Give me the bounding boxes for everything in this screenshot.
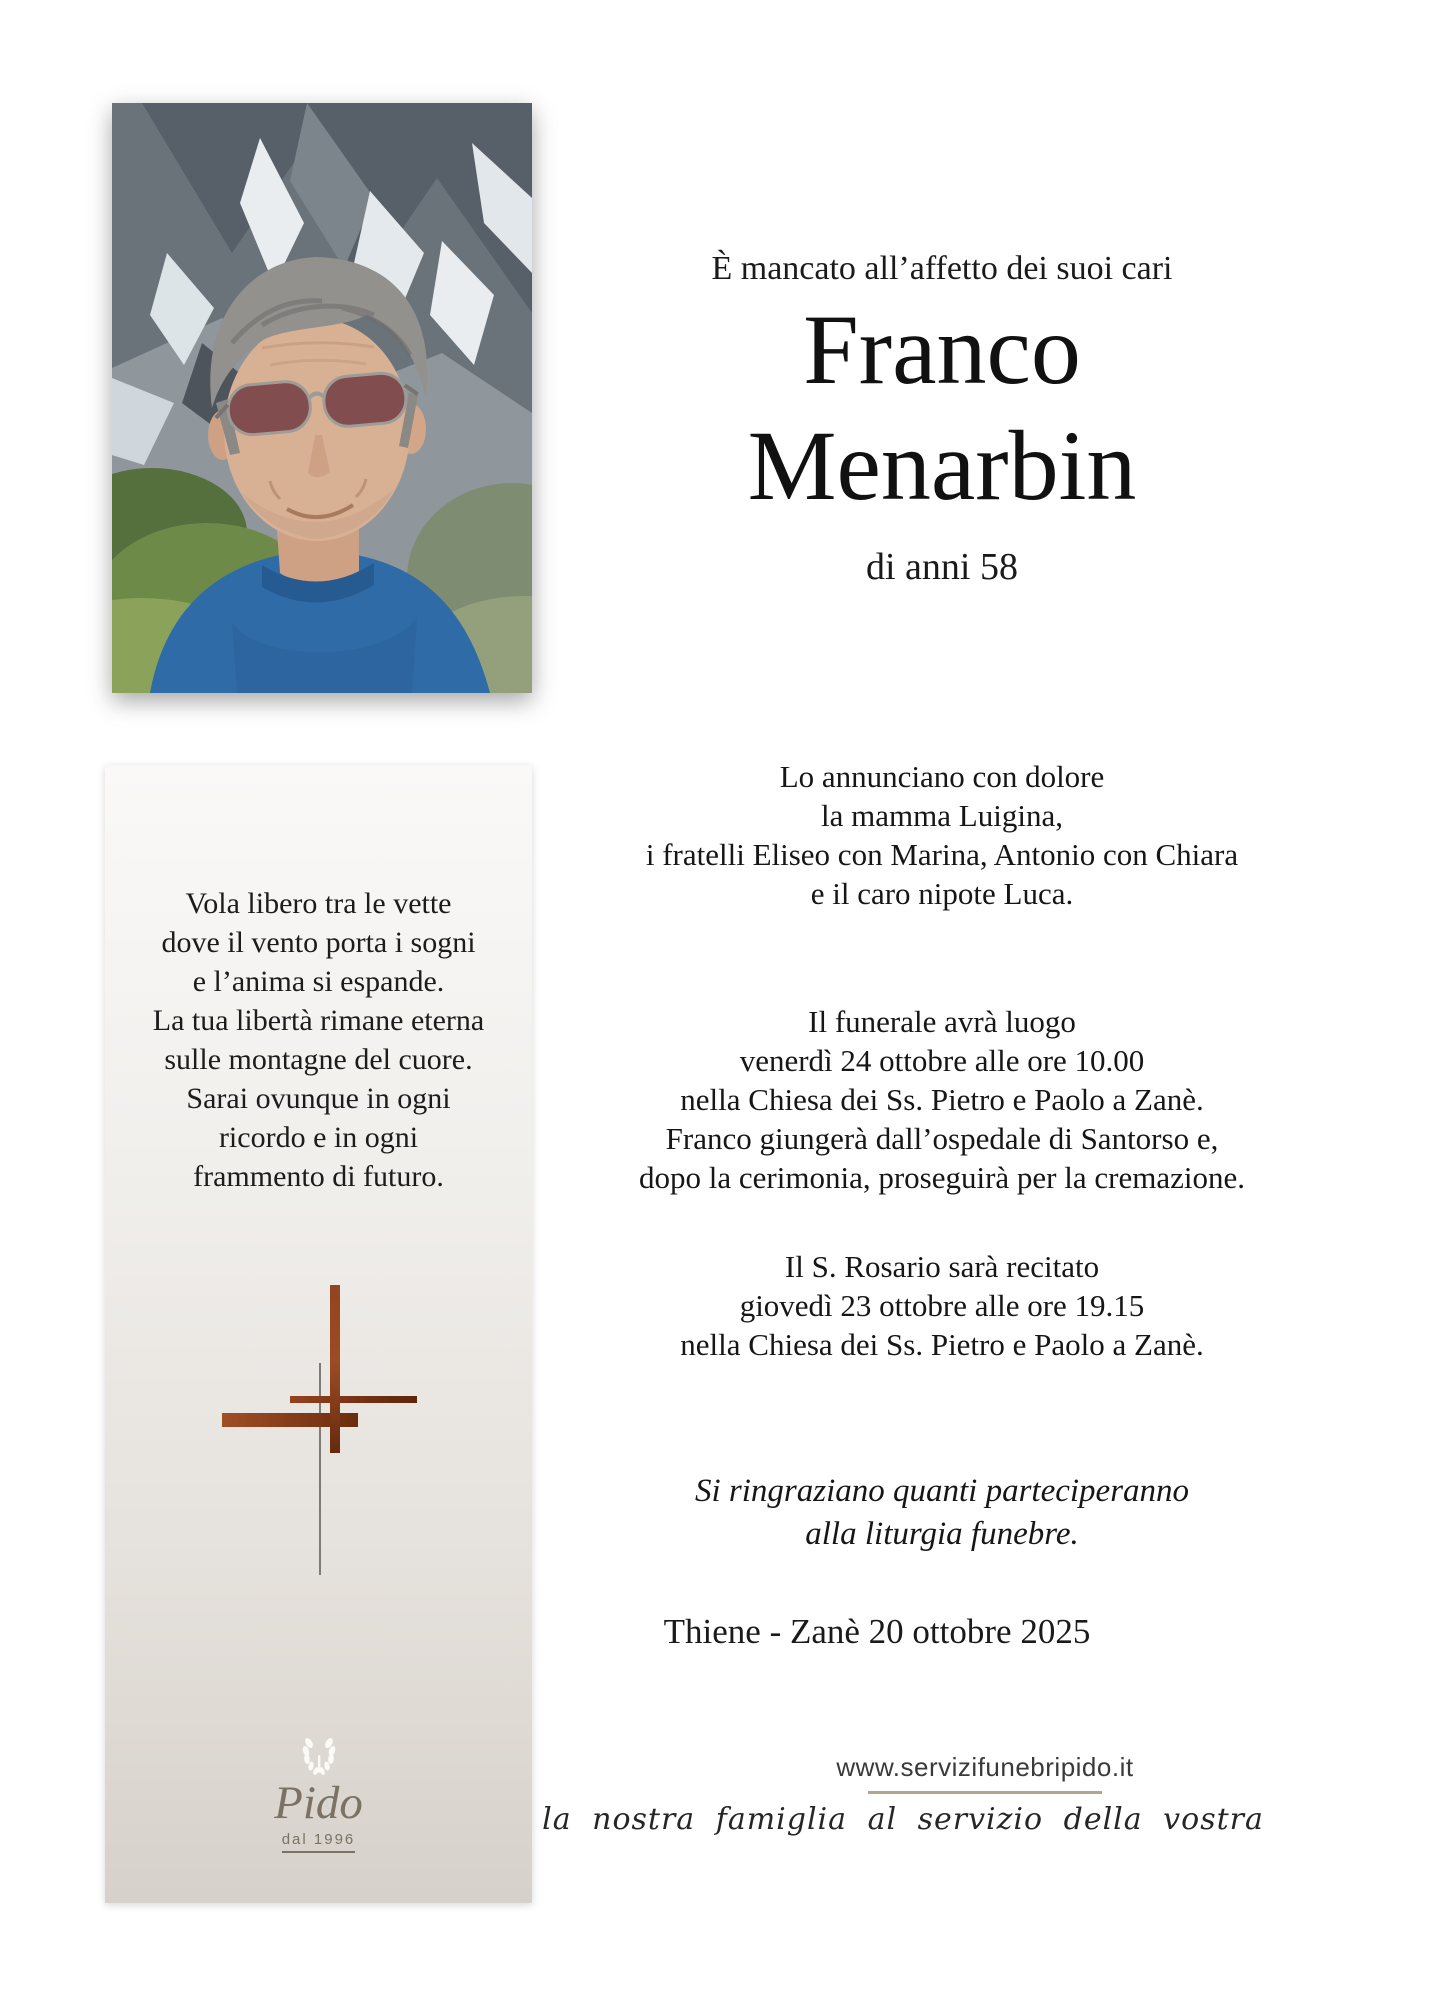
funeral-details xyxy=(462,1002,1422,1197)
footer-divider xyxy=(868,1791,1102,1794)
poem-line: frammento di futuro. xyxy=(193,1160,444,1193)
family-line: e il caro nipote Luca. xyxy=(810,876,1074,911)
funeral-line: venerdì 24 ottobre alle ore 10.00 xyxy=(739,1043,1145,1078)
deceased-last-name: Menarbin xyxy=(747,410,1137,521)
poem-line: dove il vento porta i sogni xyxy=(161,926,476,959)
logo-name: Pido xyxy=(274,1777,363,1829)
laurel-wreath-icon xyxy=(297,1737,341,1777)
poem-line: ricordo e in ogni xyxy=(218,1121,419,1154)
age-line: di anni 58 xyxy=(866,546,1018,588)
poem-line: Vola libero tra le vette xyxy=(185,887,452,920)
intro-line: È mancato all’affetto dei suoi cari xyxy=(711,250,1173,287)
poem-line: Sarai ovunque in ogni xyxy=(186,1082,451,1115)
rosary-line: nella Chiesa dei Ss. Pietro e Paolo a Zanè. xyxy=(680,1327,1204,1362)
logo-since: dal 1996 xyxy=(282,1831,356,1853)
cross-vertical-bar xyxy=(330,1285,340,1453)
rosary-line: Il S. Rosario sarà recitato xyxy=(784,1249,1100,1284)
thanks-line: alla liturgia funebre. xyxy=(805,1516,1079,1552)
place-date-line: Thiene - Zanè 20 ottobre 2025 xyxy=(663,1612,1091,1651)
website-link-text[interactable]: www.servizifunebripido.it xyxy=(836,1752,1134,1782)
family-line: Lo annunciano con dolore xyxy=(779,759,1105,794)
family-line: la mamma Luigina, xyxy=(821,798,1063,833)
funeral-line: dopo la cerimonia, proseguirà per la cremazione. xyxy=(639,1160,1245,1195)
poem-line: sulle montagne del cuore. xyxy=(164,1043,473,1076)
poem-line: La tua libertà rimane eterna xyxy=(152,1004,485,1037)
thanks-line: Si ringraziano quanti parteciperanno xyxy=(694,1473,1190,1509)
deceased-name xyxy=(462,292,1422,524)
cross-horizontal-bar-thin xyxy=(290,1396,417,1403)
funeral-line: Il funerale avrà luogo xyxy=(808,1004,1076,1039)
deceased-first-name: Franco xyxy=(803,294,1081,405)
family-line: i fratelli Eliseo con Marina, Antonio con Chiara xyxy=(645,837,1239,872)
rosary-line: giovedì 23 ottobre alle ore 19.15 xyxy=(739,1288,1145,1323)
footer-slogan: la nostra famiglia al servizio della vostra xyxy=(542,1802,1264,1837)
poem-line: e l’anima si espande. xyxy=(192,965,445,998)
cross-thin-line xyxy=(319,1363,321,1575)
funeral-line: nella Chiesa dei Ss. Pietro e Paolo a Zanè. xyxy=(680,1082,1204,1117)
funeral-line: Franco giungerà dall’ospedale di Santorso e, xyxy=(665,1121,1219,1156)
family-announcement xyxy=(462,757,1422,913)
rosary-details xyxy=(462,1247,1422,1364)
thanks-note xyxy=(462,1470,1422,1556)
